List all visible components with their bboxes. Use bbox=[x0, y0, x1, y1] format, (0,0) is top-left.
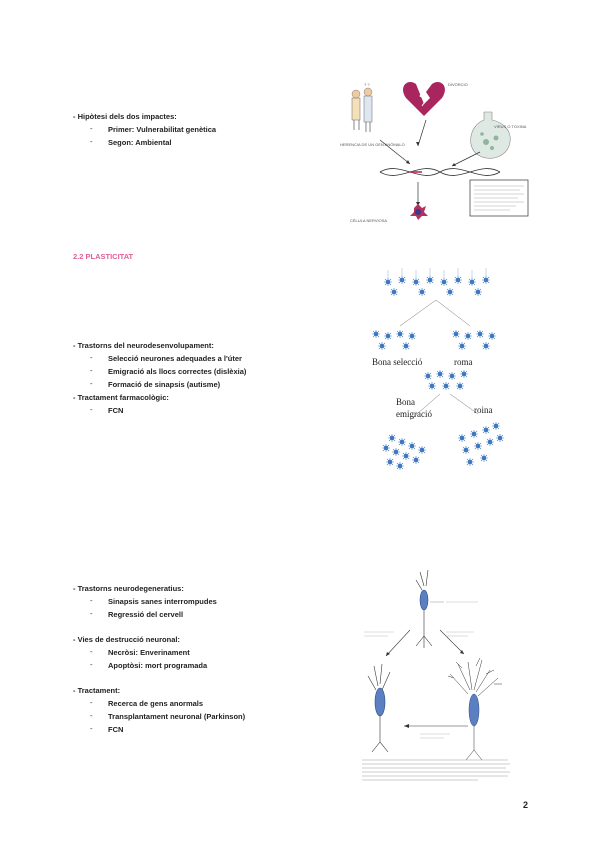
hypothesis-heading: - Hipòtesi dels dos impactes: bbox=[73, 112, 177, 121]
bullet-dash: - bbox=[90, 366, 93, 375]
neurodevelopment-item: Selecció neurones adequades a l'úter bbox=[108, 354, 242, 363]
bullet-dash: - bbox=[90, 647, 93, 656]
couple-illustration bbox=[352, 82, 372, 132]
neurodegenerative-item: Regressió del cervell bbox=[108, 610, 184, 619]
nerve-cell bbox=[410, 204, 428, 220]
neuron-left bbox=[368, 664, 390, 752]
pharmacological-item: FCN bbox=[108, 406, 124, 415]
neuron-row-middle bbox=[372, 330, 496, 350]
label-cell: CÉLULA NERVIOSA bbox=[350, 218, 388, 223]
pharmacological-heading: - Tractament farmacològic: bbox=[73, 393, 169, 402]
neuron-cycle-figure bbox=[358, 566, 514, 786]
virus-flask-illustration bbox=[471, 112, 511, 158]
bullet-dash: - bbox=[90, 660, 93, 669]
treatment-item: Transplantament neuronal (Parkinson) bbox=[108, 712, 246, 721]
section-title: 2.2 PLASTICITAT bbox=[73, 252, 134, 261]
destruction-item: Necròsi: Enverinament bbox=[108, 648, 190, 657]
neuron-right bbox=[448, 658, 502, 760]
neuron-row-bottom-left bbox=[382, 434, 426, 470]
bullet-dash: - bbox=[90, 609, 93, 618]
bullet-dash: - bbox=[90, 698, 93, 707]
dna-strand bbox=[380, 169, 500, 176]
treatment-item: FCN bbox=[108, 725, 124, 734]
bullet-dash: - bbox=[90, 137, 93, 146]
label-bad-selection: roma bbox=[454, 357, 473, 367]
destruction-heading: - Vies de destrucció neuronal: bbox=[73, 635, 180, 644]
neurodegenerative-heading: - Trastorns neurodegeneratius: bbox=[73, 584, 184, 593]
neurodevelopment-item: Formació de sinapsis (autisme) bbox=[108, 380, 221, 389]
treatment-heading: - Tractament: bbox=[73, 686, 121, 695]
page-number: 2 bbox=[522, 800, 528, 810]
label-divorcio: DIVORCIO bbox=[448, 82, 468, 87]
label-good-migration-1: Bona bbox=[396, 397, 415, 407]
broken-heart-illustration bbox=[403, 82, 445, 116]
hypothesis-item: Primer: Vulnerabilitat genètica bbox=[108, 125, 217, 134]
svg-text:? ?: ? ? bbox=[364, 82, 370, 87]
label-good-selection: Bona selecció bbox=[372, 357, 423, 367]
label-gene: HERENCIA DE UN GEN ANÓMALO bbox=[340, 142, 405, 147]
bullet-dash: - bbox=[90, 353, 93, 362]
bullet-dash: - bbox=[90, 596, 93, 605]
plasticity-figure bbox=[370, 262, 510, 480]
bullet-dash: - bbox=[90, 711, 93, 720]
neurodevelopment-heading: - Trastorns del neurodesenvolupament: bbox=[73, 341, 214, 350]
two-hit-figure bbox=[340, 80, 540, 230]
destruction-item: Apoptòsi: mort programada bbox=[108, 661, 208, 670]
neuron-top bbox=[416, 570, 432, 648]
bullet-dash: - bbox=[90, 724, 93, 733]
bullet-dash: - bbox=[90, 379, 93, 388]
label-bad-migration: roina bbox=[474, 405, 493, 415]
neuron-row-bottom-right bbox=[458, 422, 504, 466]
bullet-dash: - bbox=[90, 124, 93, 133]
label-virus: VIRUS O TOXINA bbox=[494, 124, 527, 129]
neurodevelopment-item: Emigració als llocs correctes (dislèxia) bbox=[108, 367, 247, 376]
hypothesis-item: Segon: Ambiental bbox=[108, 138, 172, 147]
neurodegenerative-item: Sinapsis sanes interrompudes bbox=[108, 597, 217, 606]
treatment-item: Recerca de gens anormals bbox=[108, 699, 204, 708]
neuron-row-top bbox=[384, 276, 490, 296]
bullet-dash: - bbox=[90, 405, 93, 414]
neuron-row-lower bbox=[424, 370, 468, 390]
label-good-migration-2: emigració bbox=[396, 409, 432, 419]
